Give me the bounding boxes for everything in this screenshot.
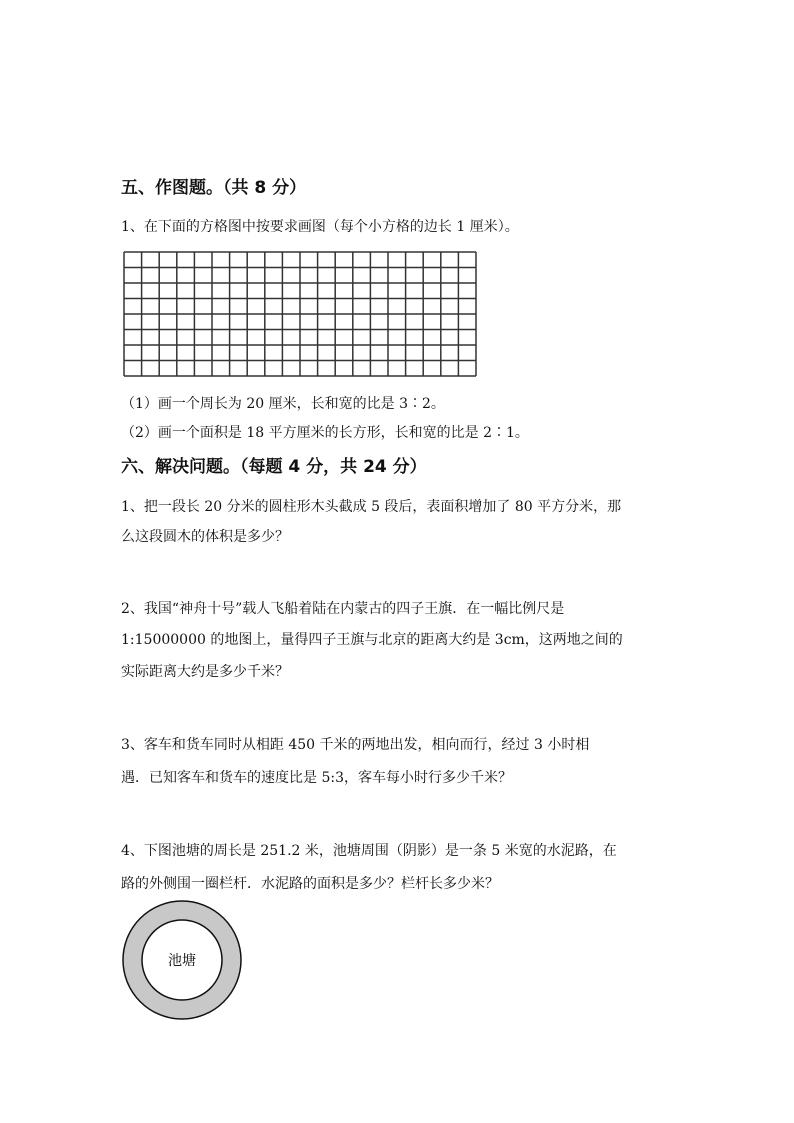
sub-question-2: （2）画一个面积是 18 平方厘米的长方形，长和宽的比是 2∶1。: [121, 425, 529, 441]
problem-4-line-1: 4、下图池塘的周长是 251.2 米，池塘周围（阴影）是一条 5 米宽的水泥路，在: [121, 843, 617, 859]
problem-4-line-2: 路的外侧围一圈栏杆．水泥路的面积是多少？栏杆长多少米？: [121, 876, 499, 892]
section-5-question-1: 1、在下面的方格图中按要求画图（每个小方格的边长 1 厘米）。: [121, 219, 519, 235]
problem-2-line-2: 1:15000000 的地图上，量得四子王旗与北京的距离大约是 3cm，这两地之间的: [121, 632, 623, 648]
pond-diagram: [118, 898, 246, 1022]
square-grid: [122, 250, 478, 378]
problem-1-line-1: 1、把一段长 20 分米的圆柱形木头截成 5 段后，表面积增加了 80 平方分米，那: [121, 499, 622, 515]
section-6-title: 六、解决问题。（每题 4 分，共 24 分）: [121, 457, 427, 477]
problem-2-line-3: 实际距离大约是多少千米？: [121, 664, 289, 680]
problem-2-line-1: 2、我国“神舟十号”载人飞船着陆在内蒙古的四子王旗．在一幅比例尺是: [121, 601, 565, 617]
problem-3-line-2: 遇．已知客车和货车的速度比是 5:3，客车每小时行多少千米？: [121, 770, 512, 786]
sub-question-1: （1）画一个周长为 20 厘米，长和宽的比是 3∶2。: [121, 396, 445, 412]
problem-3-line-1: 3、客车和货车同时从相距 450 千米的两地出发，相向而行，经过 3 小时相: [121, 737, 590, 753]
pond-label: 池塘: [168, 953, 196, 969]
section-5-title: 五、作图题。（共 8 分）: [121, 178, 307, 198]
problem-1-line-2: 么这段圆木的体积是多少？: [121, 529, 289, 545]
